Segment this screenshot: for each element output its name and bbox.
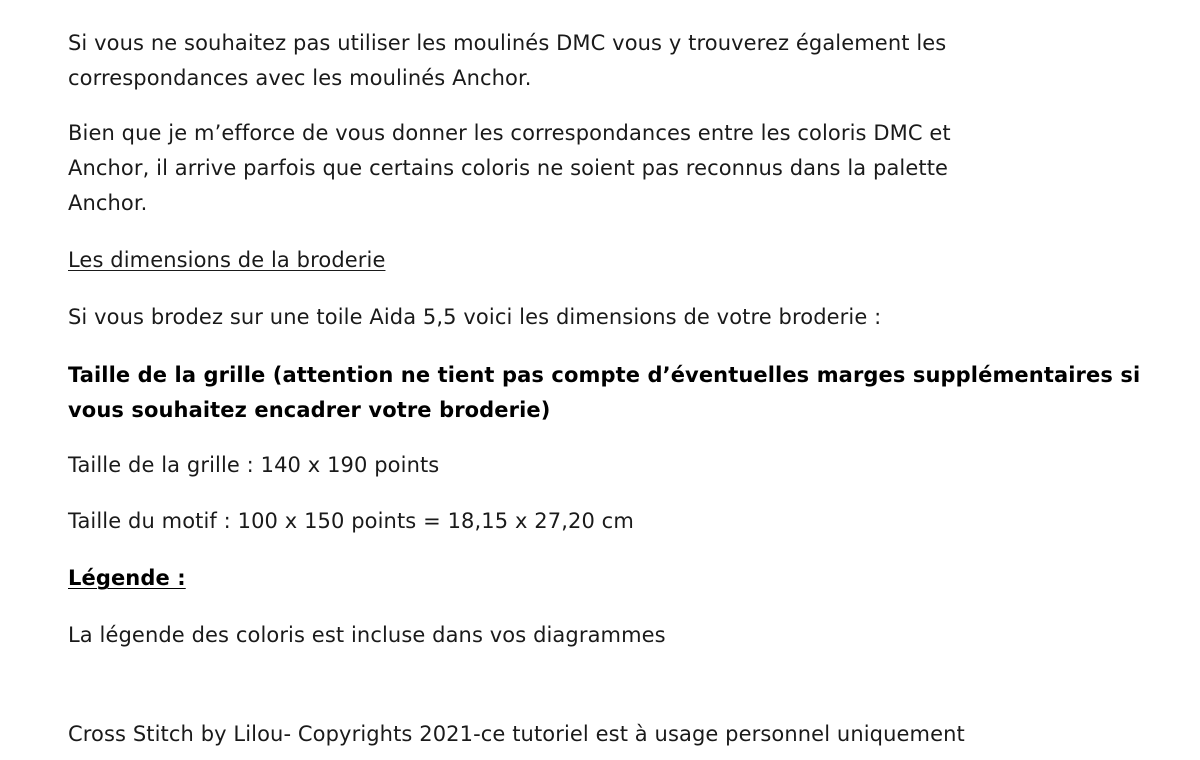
dimensions-heading: Les dimensions de la broderie [68, 248, 386, 272]
text-line: Si vous ne souhaitez pas utiliser les moulinés DMC vous y trouverez également les [68, 31, 947, 55]
text-line: correspondances avec les moulinés Anchor. [68, 66, 532, 90]
legend-heading: Légende : [68, 566, 186, 590]
motif-size: Taille du motif : 100 x 150 points = 18,15 x 27,20 cm [68, 509, 634, 533]
paragraph-aida-dimensions: Si vous brodez sur une toile Aida 5,5 voici les dimensions de votre broderie : [68, 305, 882, 329]
grid-size: Taille de la grille : 140 x 190 points [68, 453, 440, 477]
text-line: Anchor. [68, 191, 148, 215]
footer-copyright: Cross Stitch by Lilou- Copyrights 2021-ce tutoriel est à usage personnel uniquement [68, 722, 965, 746]
text-line: Taille de la grille (attention ne tient pas compte d’éventuelles marges supplémentaires si [68, 363, 1141, 387]
paragraph-correspondances [68, 116, 951, 221]
text-line: Anchor, il arrive parfois que certains coloris ne soient pas reconnus dans la palette [68, 156, 949, 180]
text-line: Bien que je m’efforce de vous donner les correspondances entre les coloris DMC et [68, 121, 951, 145]
paragraph-dmc-anchor [68, 26, 946, 96]
bold-grid-note [68, 358, 1140, 428]
text-line: vous souhaitez encadrer votre broderie) [68, 398, 551, 422]
legend-text: La légende des coloris est incluse dans vos diagrammes [68, 623, 666, 647]
